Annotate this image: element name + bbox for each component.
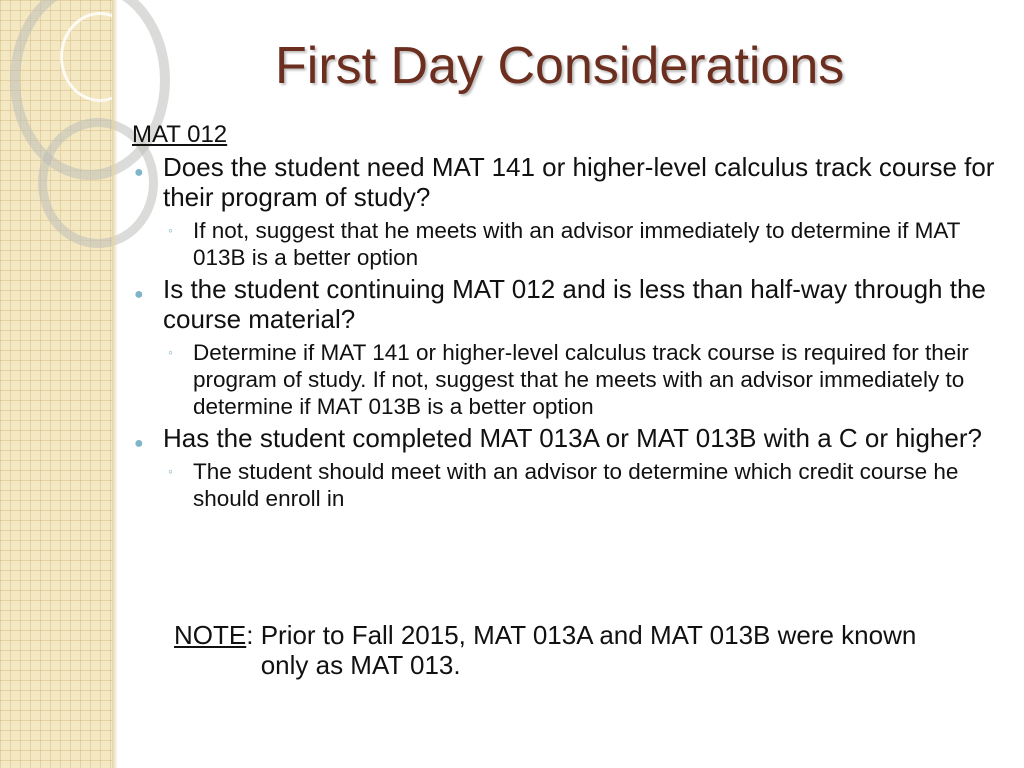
decorative-side-panel [0, 0, 112, 768]
bullet-text: Is the student continuing MAT 012 and is less than half-way through the course material? [163, 274, 986, 334]
section-heading: MAT 012 [132, 121, 228, 148]
bullet-item [132, 423, 1012, 453]
bullet-dot-icon: ● [134, 286, 144, 303]
sub-bullet-text: Determine if MAT 141 or higher-level calculus track course is required for their program of study. If not, suggest that he meets with an advisor immediately to determine if MAT 013B is a better option [193, 340, 969, 419]
sub-bullet-ring-icon: ◦ [168, 463, 173, 479]
sub-bullet-item [132, 458, 1012, 512]
sub-bullet-text: If not, suggest that he meets with an advisor immediately to determine if MAT 013B is a better option [193, 218, 961, 270]
sub-bullet-item [132, 339, 1012, 420]
bullet-dot-icon: ● [134, 164, 144, 181]
slide-title: First Day Considerations [275, 37, 845, 95]
note [174, 620, 994, 680]
note-text: Prior to Fall 2015, MAT 013A and MAT 013B were known only as MAT 013. [260, 620, 917, 680]
sub-bullet-text: The student should meet with an advisor to determine which credit course he should enroll in [193, 459, 959, 511]
sub-bullet-ring-icon: ◦ [168, 344, 173, 360]
sub-bullet-item [132, 217, 1012, 271]
bullet-item [132, 274, 1012, 334]
note-label-wrap: NOTE: [174, 620, 261, 650]
bullet-item [132, 152, 1012, 212]
bullet-dot-icon: ● [134, 435, 144, 452]
panel-edge [112, 0, 118, 768]
bullet-text: Has the student completed MAT 013A or MAT 013B with a C or higher? [163, 423, 982, 453]
note-label: NOTE [174, 620, 247, 650]
decorative-ring [60, 12, 140, 102]
bullet-text: Does the student need MAT 141 or higher-level calculus track course for their program of study? [163, 152, 995, 212]
sub-bullet-ring-icon: ◦ [168, 222, 173, 238]
slide-content [132, 120, 1012, 515]
